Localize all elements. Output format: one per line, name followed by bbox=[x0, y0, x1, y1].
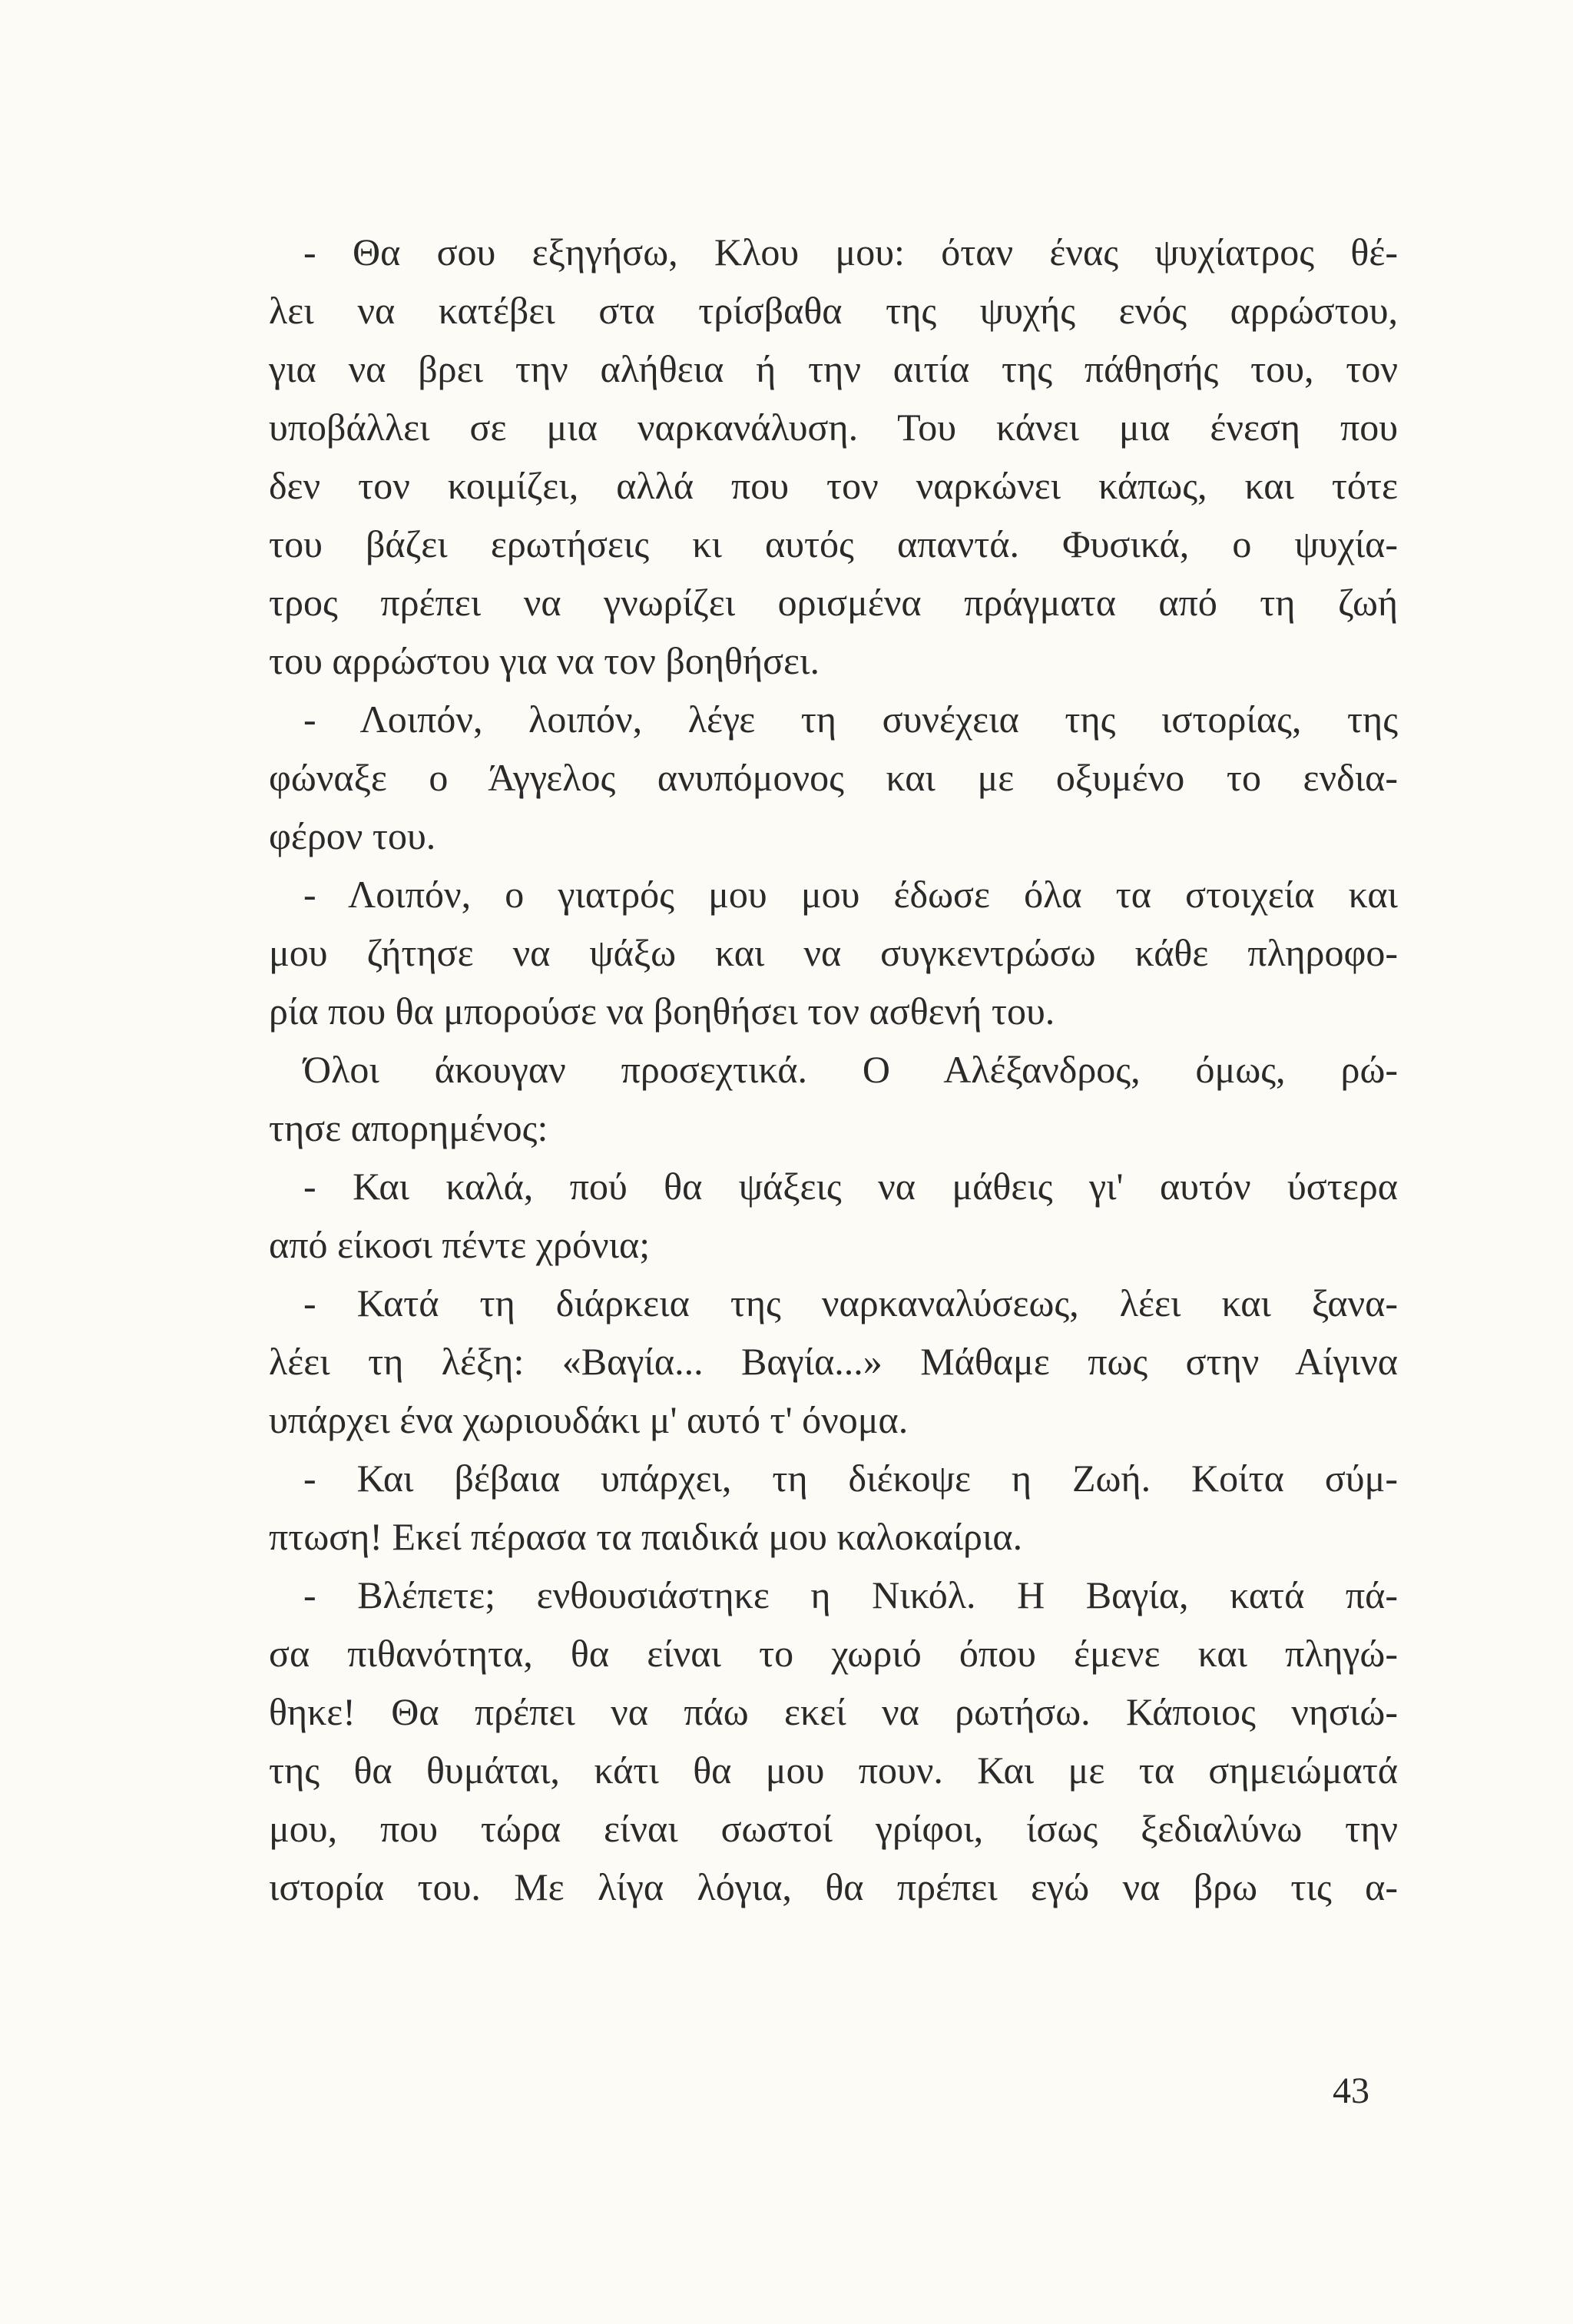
text-line: πτωση! Εκεί πέρασα τα παιδικά μου καλοκαίρια. bbox=[269, 1515, 1023, 1558]
text-line: μου ζήτησε να ψάξω και να συγκεντρώσω κάθε πληροφο- bbox=[269, 931, 1398, 974]
text-line: της θα θυμάται, κάτι θα μου πουν. Και με τα σημειώματά bbox=[269, 1749, 1398, 1792]
text-line: τησε απορημένος: bbox=[269, 1106, 548, 1149]
text-line: - Βλέπετε; ενθουσιάστηκε η Νικόλ. Η Βαγία, κατά πά- bbox=[303, 1573, 1398, 1616]
text-line: Όλοι άκουγαν προσεχτικά. Ο Αλέξανδρος, όμως, ρώ- bbox=[303, 1048, 1398, 1091]
text-line: - Λοιπόν, λοιπόν, λέγε τη συνέχεια της ιστορίας, της bbox=[303, 698, 1398, 741]
text-line: φώναξε ο Άγγελος ανυπόμονος και με οξυμένο το ενδια- bbox=[269, 756, 1398, 799]
text-line: υποβάλλει σε μια ναρκανάλυση. Του κάνει μια ένεση που bbox=[269, 406, 1398, 449]
page-number: 43 bbox=[1333, 2070, 1369, 2111]
text-line: ιστορία του. Με λίγα λόγια, θα πρέπει εγώ να βρω τις α- bbox=[269, 1865, 1398, 1908]
text-line: του αρρώστου για να τον βοηθήσει. bbox=[269, 639, 820, 682]
text-line: ρία που θα μπορούσε να βοηθήσει τον ασθενή του. bbox=[269, 990, 1055, 1033]
text-line: τρος πρέπει να γνωρίζει ορισμένα πράγματα από τη ζωή bbox=[269, 581, 1398, 624]
text-line: λέει τη λέξη: «Βαγία... Βαγία...» Μάθαμε πως στην Αίγινα bbox=[269, 1340, 1398, 1383]
text-line: δεν τον κοιμίζει, αλλά που τον ναρκώνει κάπως, και τότε bbox=[269, 464, 1398, 507]
text-line: λει να κατέβει στα τρίσβαθα της ψυχής ενός αρρώστου, bbox=[269, 289, 1398, 332]
text-line: - Κατά τη διάρκεια της ναρκαναλύσεως, λέει και ξανα- bbox=[303, 1281, 1398, 1324]
text-line: - Θα σου εξηγήσω, Κλου μου: όταν ένας ψυχίατρος θέ- bbox=[303, 230, 1398, 274]
text-line: για να βρει την αλήθεια ή την αιτία της πάθησής του, τον bbox=[269, 347, 1398, 390]
text-line: σα πιθανότητα, θα είναι το χωριό όπου έμενε και πληγώ- bbox=[269, 1632, 1398, 1675]
text-line: από είκοσι πέντε χρόνια; bbox=[269, 1223, 651, 1266]
text-line: - Λοιπόν, ο γιατρός μου μου έδωσε όλα τα στοιχεία και bbox=[303, 873, 1398, 916]
text-line: μου, που τώρα είναι σωστοί γρίφοι, ίσως ξεδιαλύνω την bbox=[269, 1807, 1398, 1850]
text-line: - Και καλά, πού θα ψάξεις να μάθεις γι' αυτόν ύστερα bbox=[303, 1165, 1398, 1208]
text-line: - Και βέβαια υπάρχει, τη διέκοψε η Ζωή. Κοίτα σύμ- bbox=[303, 1457, 1398, 1500]
text-line: θηκε! Θα πρέπει να πάω εκεί να ρωτήσω. Κάποιος νησιώ- bbox=[269, 1690, 1398, 1733]
body-text bbox=[269, 223, 1398, 1916]
text-line: του βάζει ερωτήσεις κι αυτός απαντά. Φυσικά, ο ψυχία- bbox=[269, 522, 1398, 565]
text-line: φέρον του. bbox=[269, 814, 436, 857]
text-line: υπάρχει ένα χωριουδάκι μ' αυτό τ' όνομα. bbox=[269, 1398, 909, 1441]
